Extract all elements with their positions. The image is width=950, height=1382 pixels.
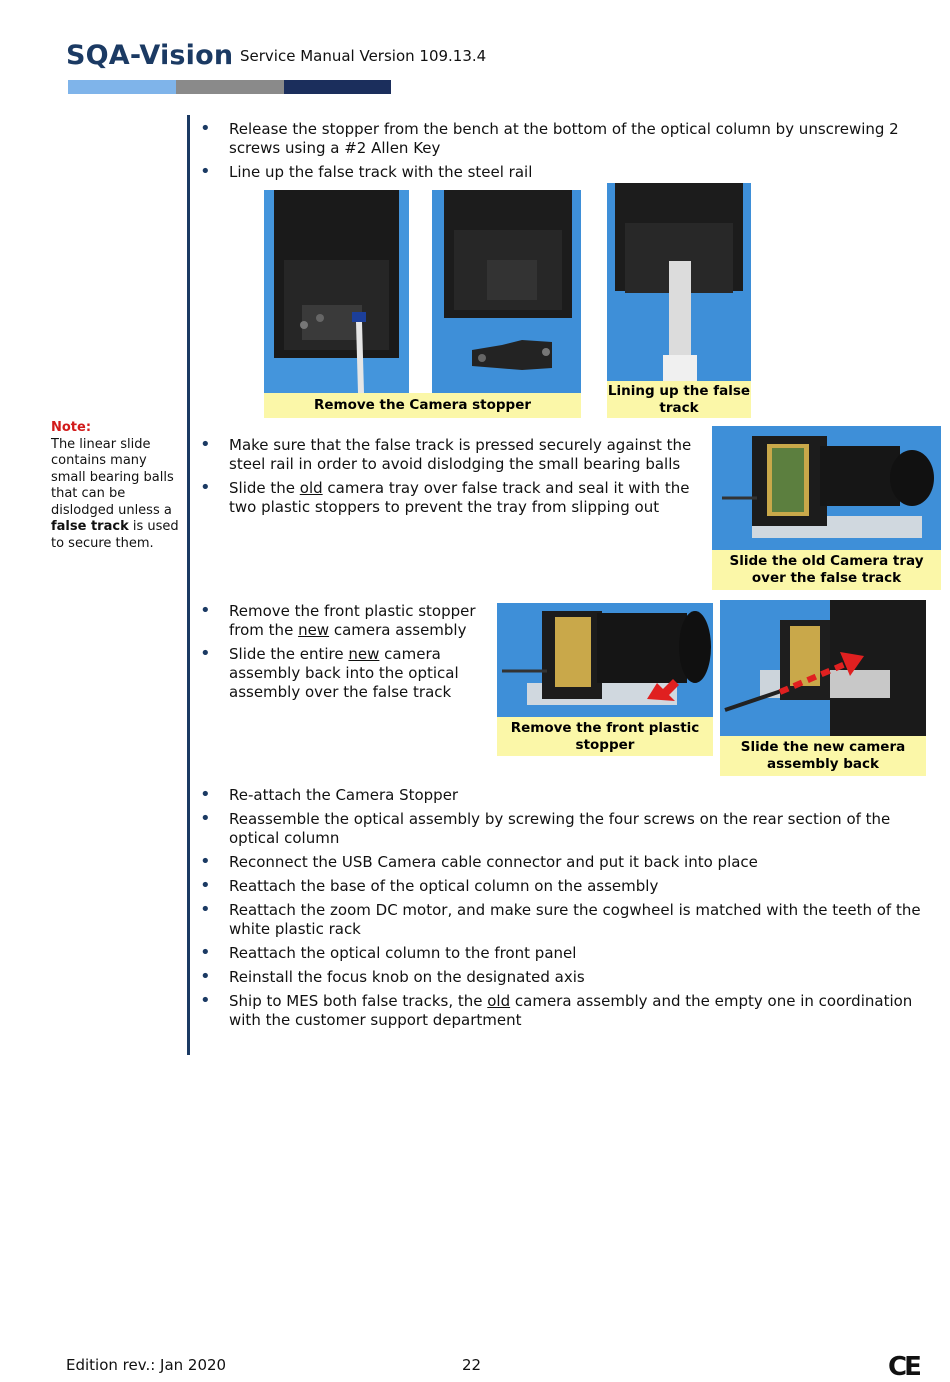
underlined-word: new	[298, 621, 330, 639]
side-note	[51, 420, 183, 552]
list-item: • Reinstall the focus knob on the designated axis	[229, 968, 934, 987]
list-item: • Make sure that the false track is pressed securely against the steel rail in order to avoid dislodging the small bearing balls	[229, 436, 707, 474]
underlined-word: new	[348, 645, 380, 663]
underlined-word: old	[487, 992, 511, 1010]
text-part: camera assembly and the empty one in coordination with the customer support department	[229, 992, 913, 1029]
text-part: camera tray over false track and seal it with the two plastic stoppers to prevent the tray from slipping out	[229, 479, 690, 516]
photo-camera-stopper-removed	[432, 190, 581, 393]
section2-list	[229, 436, 707, 522]
text-part: Slide the entire	[229, 645, 349, 663]
section1-list	[229, 120, 929, 187]
text-part: camera assembly	[329, 621, 467, 639]
list-item: • Release the stopper from the bench at the bottom of the optical column by unscrewing 2 screws using a #2 Allen Key	[229, 120, 929, 158]
manual-version: Service Manual Version 109.13.4	[240, 47, 487, 65]
caption-slide-new-camera-back: Slide the new camera assembly back	[720, 736, 926, 776]
photo-remove-front-stopper	[497, 603, 713, 717]
photo-false-track-lineup	[607, 183, 751, 381]
list-item: • Reassemble the optical assembly by screwing the four screws on the rear section of the optical column	[229, 810, 934, 848]
photo-slide-new-camera-back	[720, 600, 926, 736]
header-bar-dark	[284, 80, 391, 94]
note-text-before: The linear slide contains many small bearing balls that can be dislodged unless a	[51, 436, 174, 518]
content-divider	[187, 115, 190, 1055]
caption-slide-old-camera-tray: Slide the old Camera tray over the false track	[712, 550, 941, 590]
text-part: Remove the front plastic stopper from the	[229, 602, 476, 639]
caption-remove-camera-stopper: Remove the Camera stopper	[264, 393, 581, 418]
photo-camera-stopper-mounted	[264, 190, 409, 393]
brand-title: SQA-Vision	[66, 40, 234, 71]
list-item: • Re-attach the Camera Stopper	[229, 786, 934, 805]
list-item: • Reattach the optical column to the front panel	[229, 944, 934, 963]
caption-remove-front-plastic-stopper: Remove the front plastic stopper	[497, 717, 713, 756]
text-part: Slide the	[229, 479, 300, 497]
ce-mark-icon: CE	[888, 1352, 919, 1382]
underlined-word: old	[299, 479, 323, 497]
list-item: • Line up the false track with the steel rail	[229, 163, 929, 182]
list-item	[229, 602, 491, 640]
photo-old-camera-tray	[712, 426, 941, 550]
note-label: Note:	[51, 420, 92, 435]
header-bar-light	[68, 80, 176, 94]
section4-list	[229, 786, 934, 1035]
note-emphasis: false track	[51, 519, 129, 534]
edition-label: Edition rev.: Jan 2020	[66, 1356, 227, 1374]
page-number: 22	[462, 1356, 482, 1374]
list-item	[229, 645, 491, 702]
header-bar-gray	[176, 80, 284, 94]
list-item	[229, 479, 707, 517]
caption-lining-up-false-track: Lining up the false track	[607, 381, 751, 418]
note-text-after: is used to secure them.	[51, 519, 179, 551]
text-part: camera assembly back into the optical assembly over the false track	[229, 645, 459, 701]
list-item	[229, 992, 934, 1030]
list-item: • Reattach the zoom DC motor, and make sure the cogwheel is matched with the teeth of the white plastic rack	[229, 901, 934, 939]
text-part: Ship to MES both false tracks, the	[229, 992, 488, 1010]
section3-list	[229, 602, 491, 707]
list-item: • Reconnect the USB Camera cable connector and put it back into place	[229, 853, 934, 872]
list-item: • Reattach the base of the optical column on the assembly	[229, 877, 934, 896]
